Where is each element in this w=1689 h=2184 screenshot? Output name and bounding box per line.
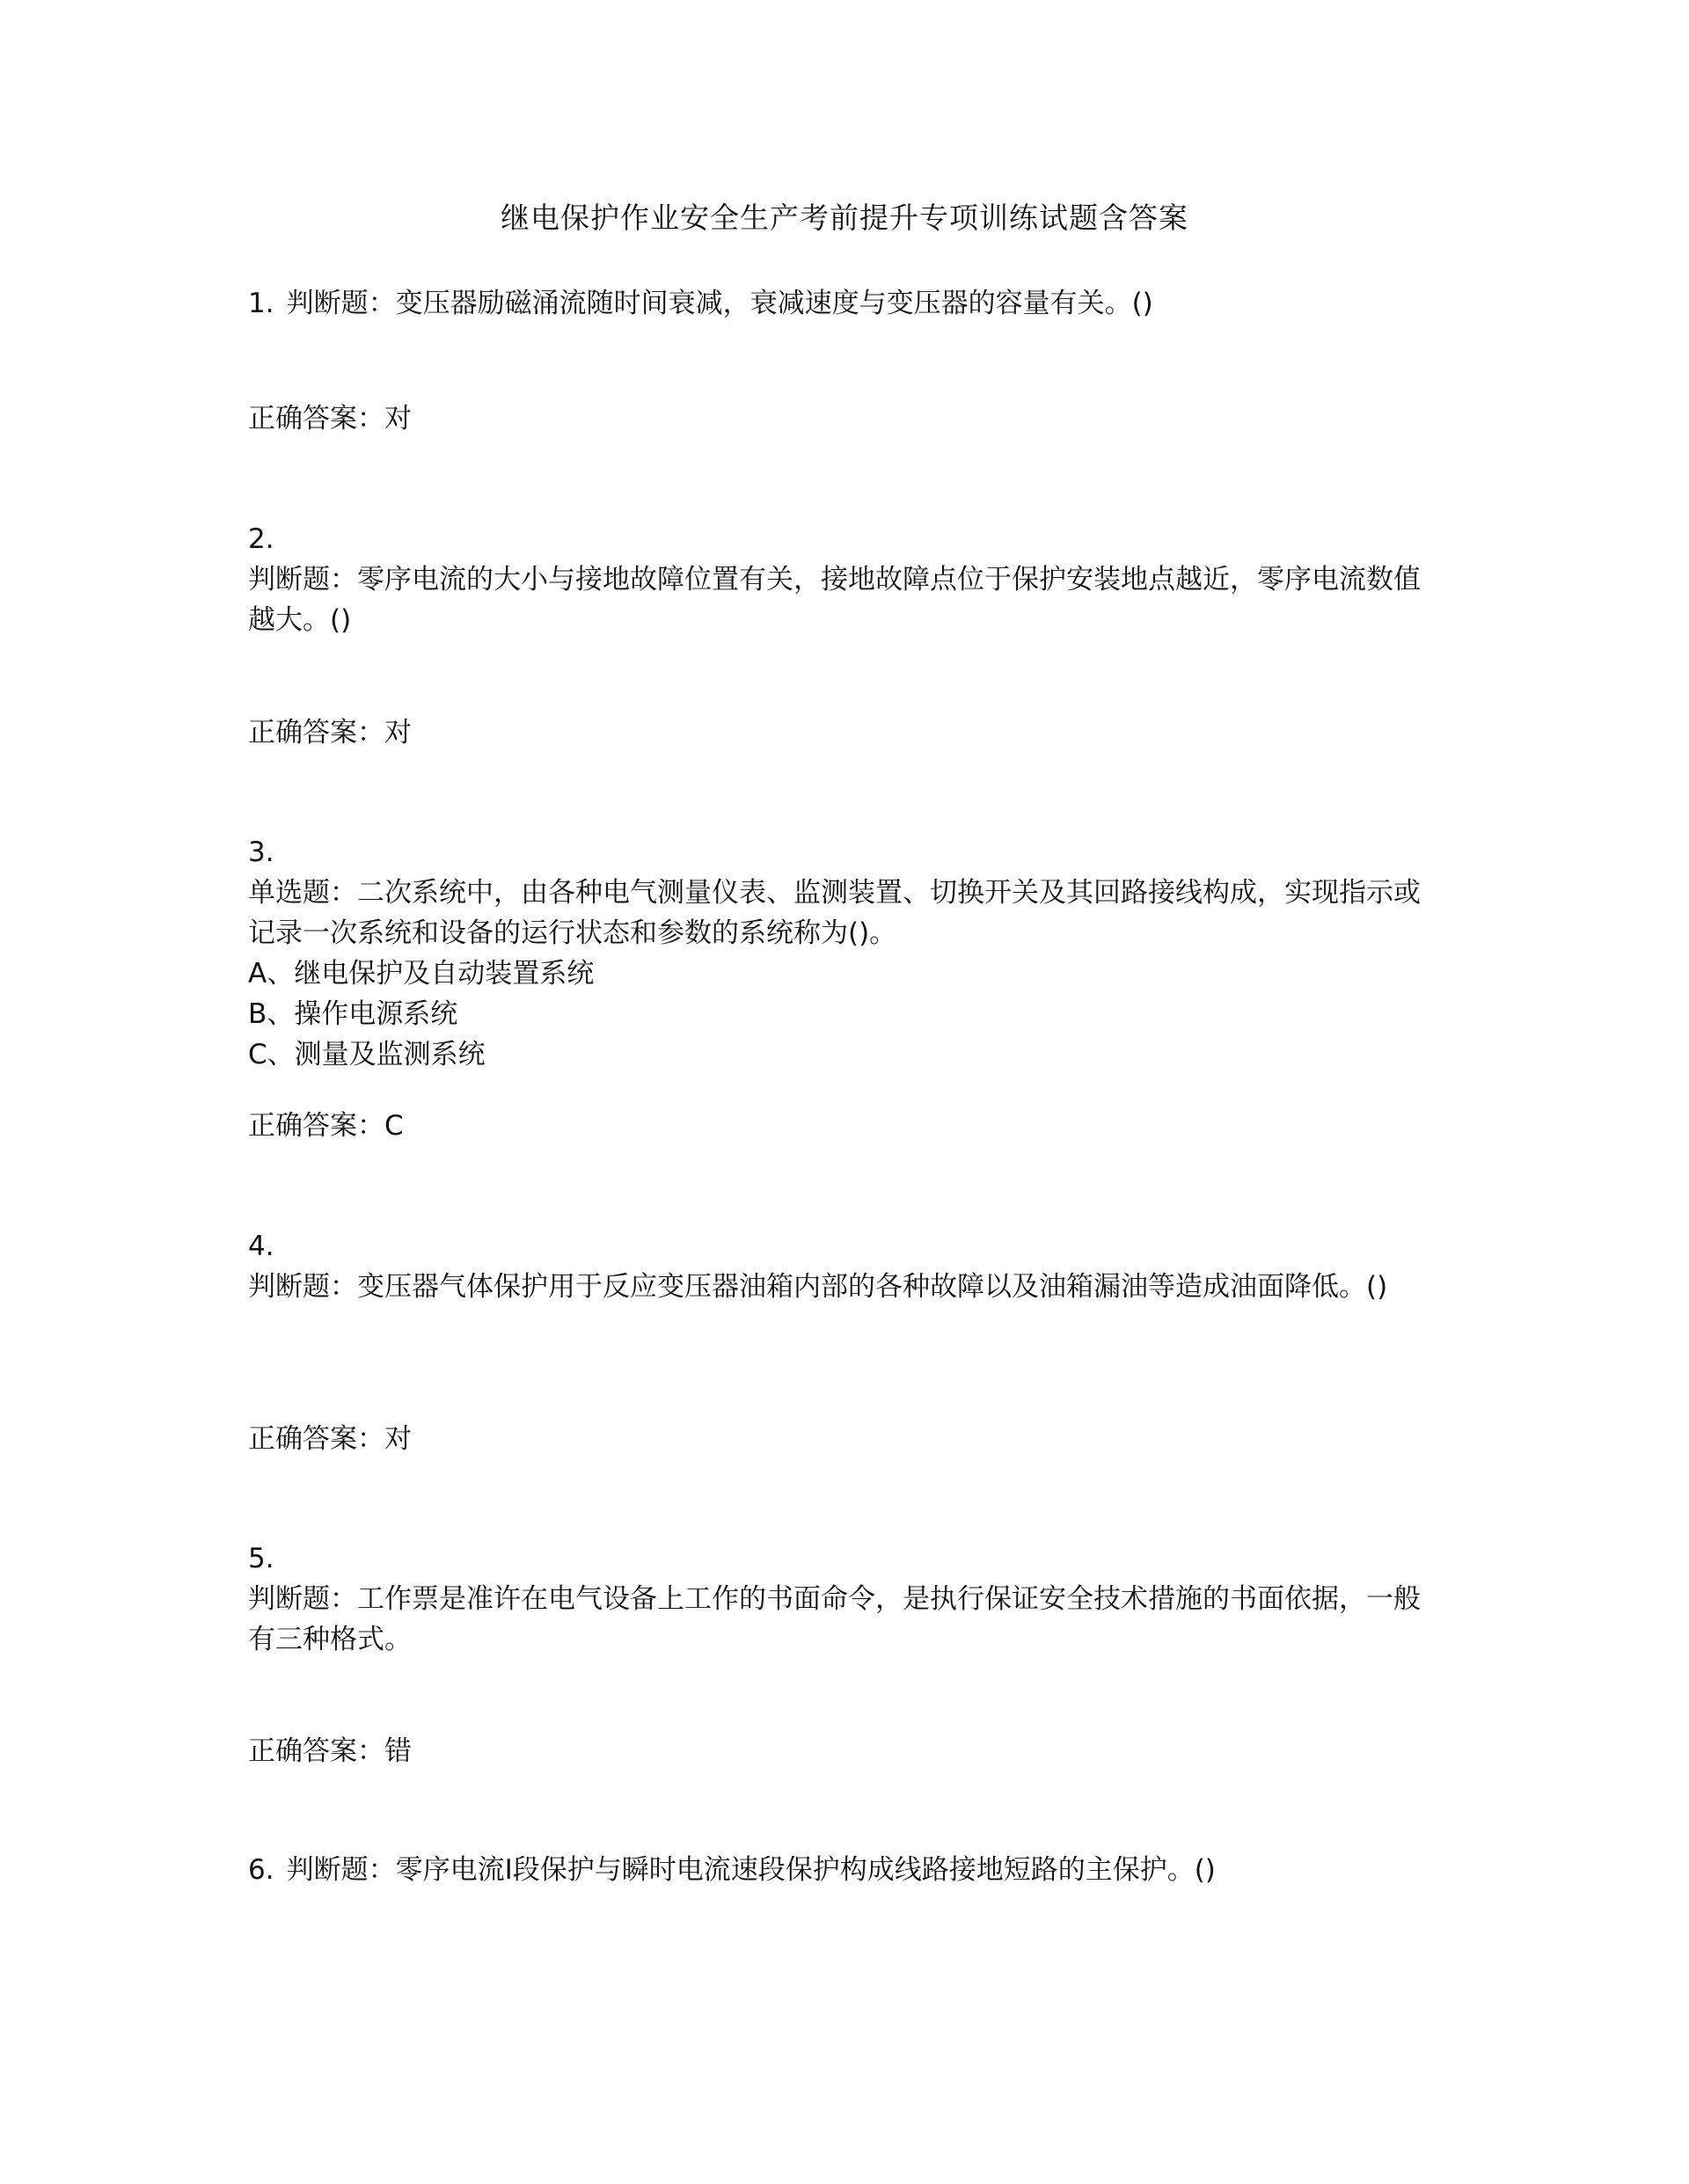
answer-label: 正确答案： bbox=[248, 1110, 384, 1142]
question-number: 1. bbox=[248, 288, 274, 319]
answer-value: C bbox=[384, 1110, 404, 1142]
option-c: C、测量及监测系统 bbox=[248, 1039, 486, 1070]
document-title: 继电保护作业安全生产考前提升专项训练试题含答案 bbox=[501, 201, 1188, 235]
question-text: 判断题：零序电流的大小与接地故障位置有关，接地故障点位于保护安装地点越近，零序电流数值越大。() bbox=[248, 564, 1421, 636]
question-text: 判断题：工作票是准许在电气设备上工作的书面命令，是执行保证安全技术措施的书面依据，一般有三种格式。 bbox=[248, 1583, 1421, 1655]
option-b: B、操作电源系统 bbox=[248, 998, 458, 1030]
question-6 bbox=[248, 1850, 1427, 1890]
answer-label: 正确答案： bbox=[248, 1735, 384, 1767]
answer-label: 正确答案： bbox=[248, 403, 384, 435]
question-5 bbox=[248, 1538, 1427, 1660]
question-text: 判断题：变压器励磁涌流随时间衰减，衰减速度与变压器的容量有关。() bbox=[286, 288, 1153, 319]
question-text: 判断题：零序电流Ⅰ段保护与瞬时电流速段保护构成线路接地短路的主保护。() bbox=[286, 1854, 1216, 1886]
question-number: 4. bbox=[248, 1231, 274, 1262]
question-number: 2. bbox=[248, 523, 274, 555]
question-2 bbox=[248, 519, 1427, 640]
answer-1 bbox=[248, 398, 412, 439]
question-number: 6. bbox=[248, 1854, 274, 1886]
answer-5 bbox=[248, 1731, 412, 1771]
option-a: A、继电保护及自动装置系统 bbox=[248, 958, 595, 990]
answer-2 bbox=[248, 712, 412, 753]
question-text: 单选题：二次系统中，由各种电气测量仪表、监测装置、切换开关及其回路接线构成，实现指示或记录一次系统和设备的运行状态和参数的系统称为()。 bbox=[248, 877, 1421, 949]
question-1 bbox=[248, 283, 1427, 324]
answer-label: 正确答案： bbox=[248, 1423, 384, 1455]
answer-value: 对 bbox=[384, 403, 412, 435]
answer-3 bbox=[248, 1106, 404, 1146]
answer-4 bbox=[248, 1419, 412, 1459]
question-4 bbox=[248, 1226, 1427, 1307]
question-text: 判断题：变压器气体保护用于反应变压器油箱内部的各种故障以及油箱漏油等造成油面降低。() bbox=[248, 1271, 1388, 1303]
answer-value: 对 bbox=[384, 717, 412, 749]
answer-value: 对 bbox=[384, 1423, 412, 1455]
question-3 bbox=[248, 832, 1427, 1075]
answer-label: 正确答案： bbox=[248, 717, 384, 749]
question-number: 5. bbox=[248, 1543, 274, 1574]
answer-value: 错 bbox=[384, 1735, 412, 1767]
question-number: 3. bbox=[248, 836, 274, 868]
